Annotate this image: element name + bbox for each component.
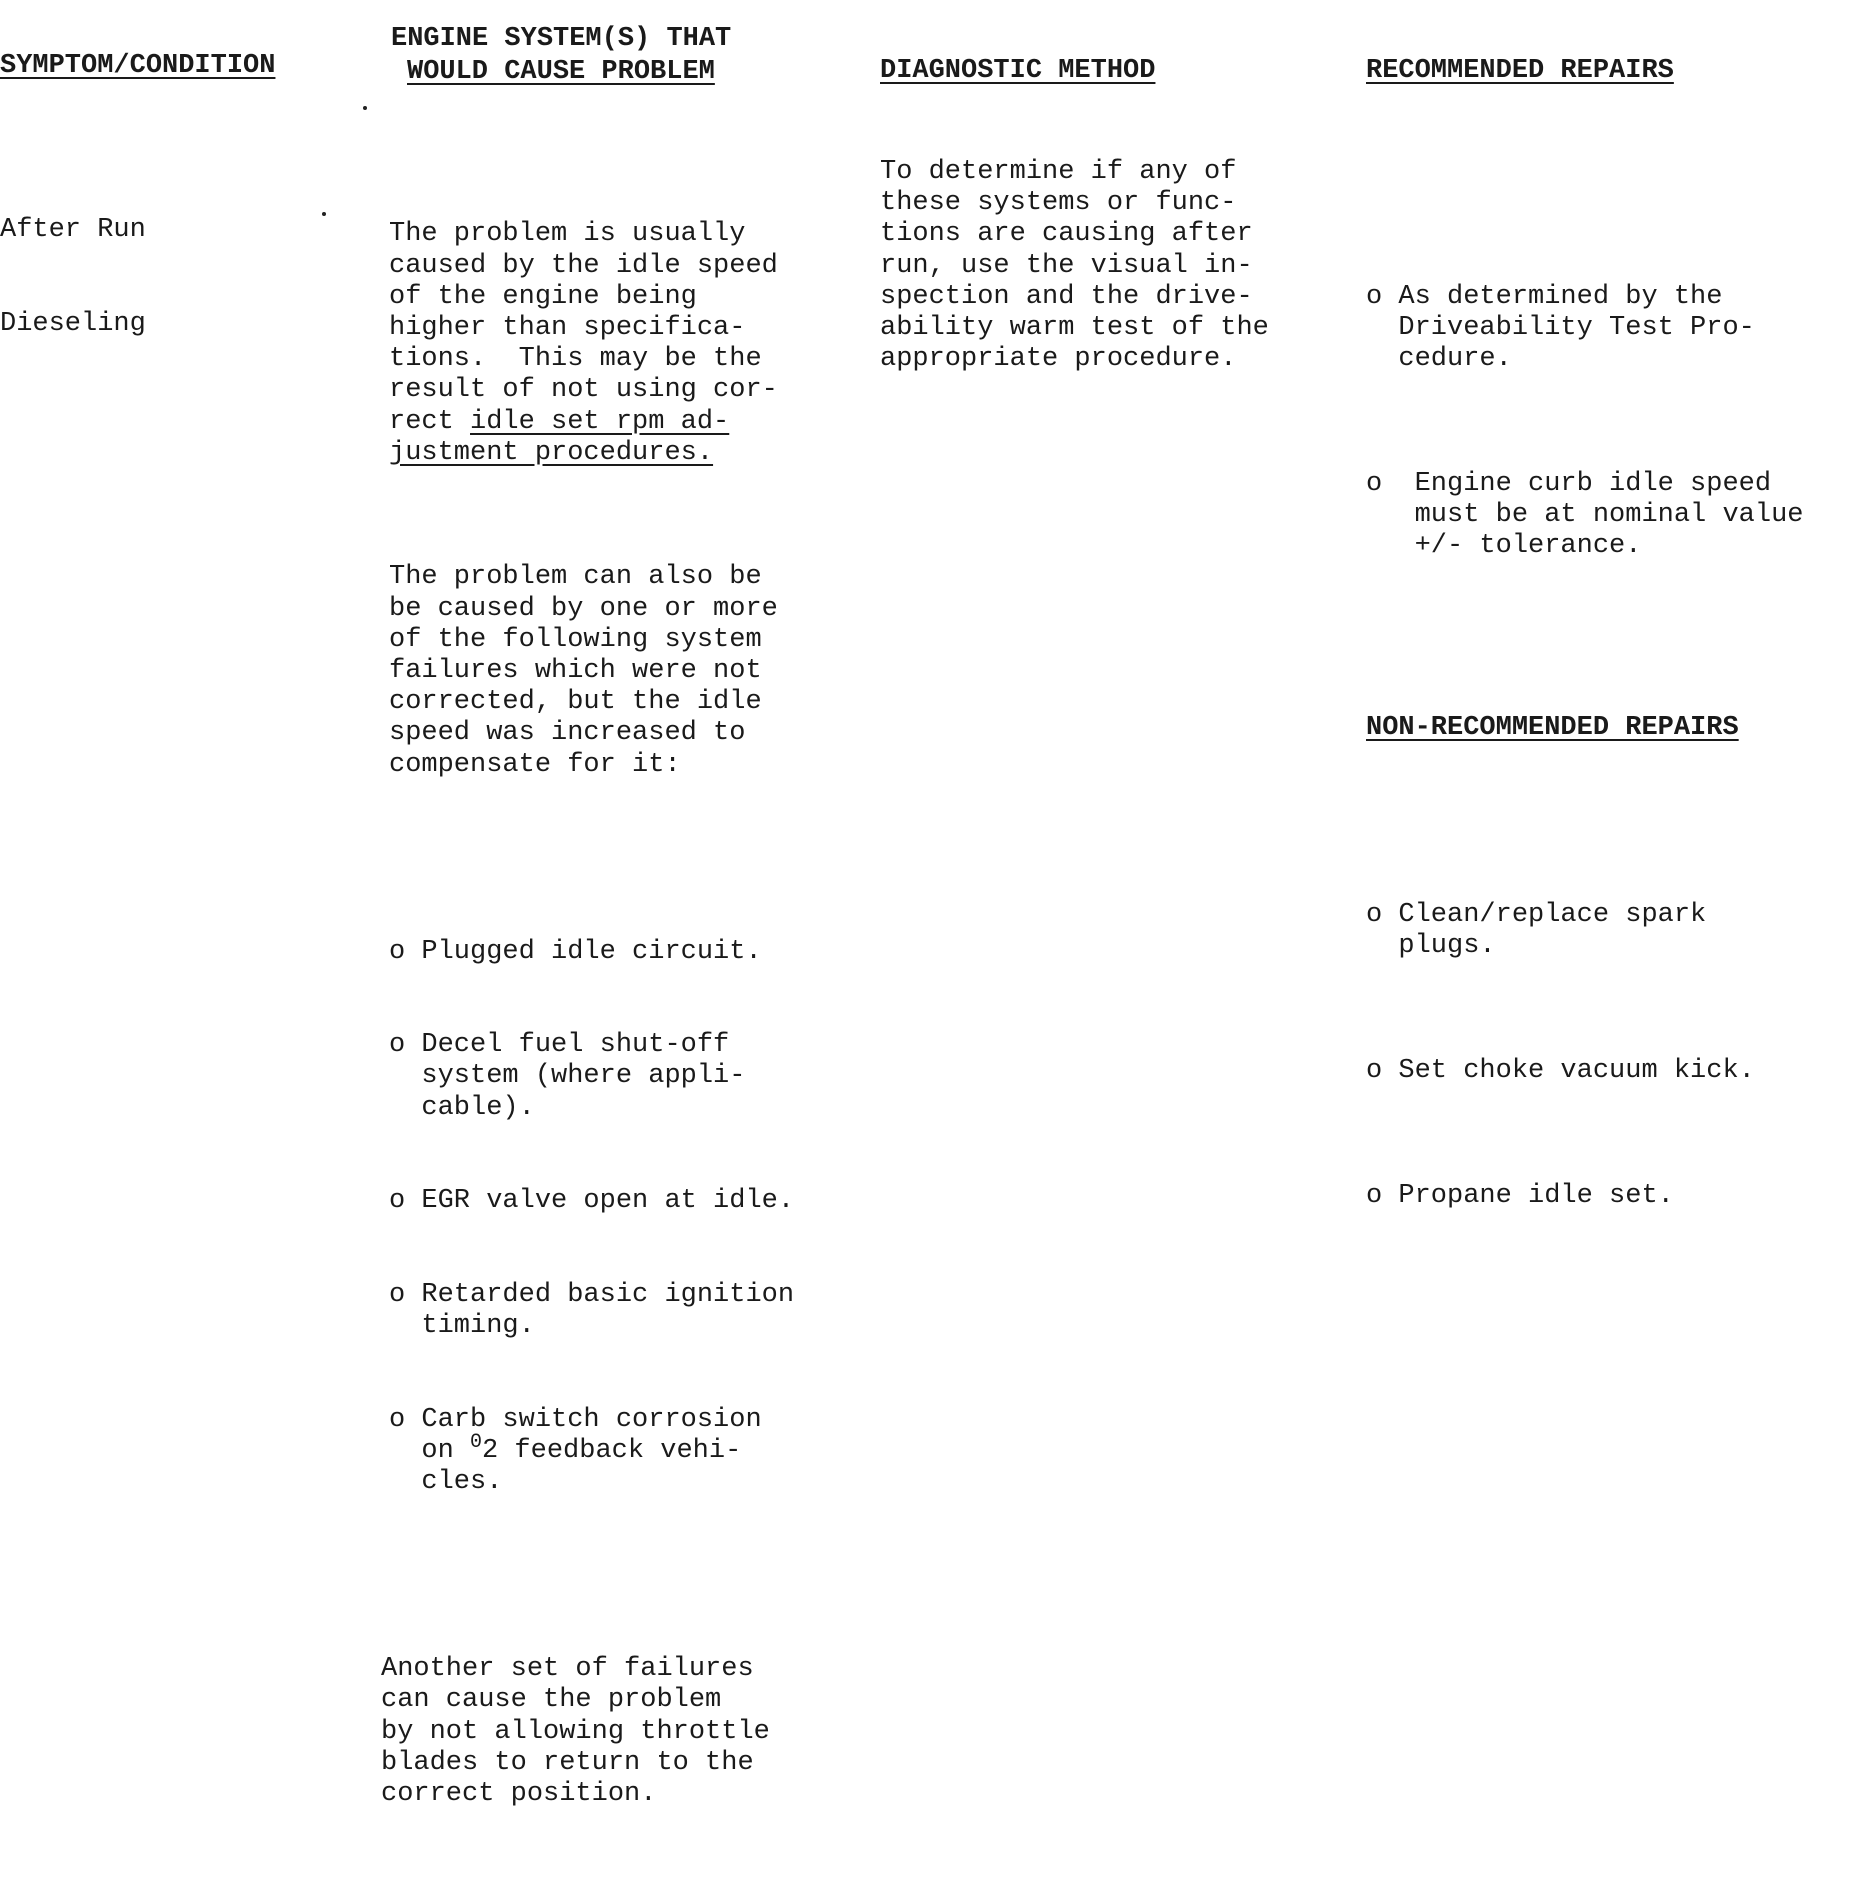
list-item: o Clean/replace spark plugs. — [1366, 900, 1707, 962]
diagnostic-method-cell: To determine if any of these systems or func- tions are causing after run, use the visual in- spection and the drive- ability warm test of the appropriate procedure. — [880, 157, 1269, 375]
list-item: o As determined by the Driveability Test Pro- cedure. — [1366, 281, 1755, 375]
header-non-recommended-repairs: NON-RECOMMENDED REPAIRS — [1366, 713, 1739, 744]
systems-paragraph-3: Another set of failures can cause the problem by not allowing throttle blades to return to the correct position. — [381, 1654, 770, 1809]
list-item: o Engine curb idle speed must be at nominal value +/- tolerance. — [1366, 468, 1804, 562]
list-item — [389, 1405, 794, 1499]
systems-paragraph-1 — [389, 219, 794, 469]
list-item: o Plugged idle circuit. — [389, 936, 762, 967]
list-item: o Retarded basic ignition timing. — [389, 1279, 795, 1342]
header-engine-systems-line2: WOULD CAUSE PROBLEM — [407, 57, 715, 87]
list-item-text: 2 feedback vehi- cles. — [421, 1435, 742, 1498]
non-recommended-repairs-list — [1366, 838, 1803, 1305]
symptom-line: After Run — [0, 215, 146, 246]
list-item-text: o Carb switch corrosion on — [389, 1404, 762, 1466]
repairs-cell — [1366, 157, 1803, 1368]
list-item: o Propane idle set. — [1366, 1180, 1674, 1211]
list-item: o Decel fuel shut-off system (where appli- cable). — [389, 1030, 746, 1123]
symptom-cell — [0, 153, 146, 403]
recommended-repairs-list — [1366, 219, 1803, 650]
superscript-zero: 0 — [470, 1430, 483, 1454]
systems-paragraph-2: The problem can also be be caused by one or more of the following system failures which were not corrected, but the idle speed was increased to compensate for it: — [389, 562, 778, 780]
header-symptom-condition: SYMPTOM/CONDITION — [0, 51, 276, 81]
systems-failure-list — [389, 874, 794, 1560]
list-item: o Set choke vacuum kick. — [1366, 1056, 1755, 1087]
list-item: o EGR valve open at idle. — [389, 1186, 795, 1217]
header-recommended-repairs: RECOMMENDED REPAIRS — [1366, 56, 1674, 86]
systems-paragraph-1-underlined: idle set rpm ad- justment procedures. — [389, 406, 730, 468]
symptom-line: Dieseling — [0, 309, 146, 340]
speck-dot — [363, 106, 367, 110]
header-engine-systems-line1: ENGINE SYSTEM(S) THAT — [391, 24, 732, 54]
systems-paragraph-1-text: The problem is usually caused by the idle speed of the engine being higher than specifica- tions. This may be the result of not using cor- rect — [389, 219, 778, 437]
engine-systems-cell — [381, 157, 795, 1904]
speck-dot — [322, 212, 326, 216]
header-diagnostic-method: DIAGNOSTIC METHOD — [880, 56, 1156, 86]
